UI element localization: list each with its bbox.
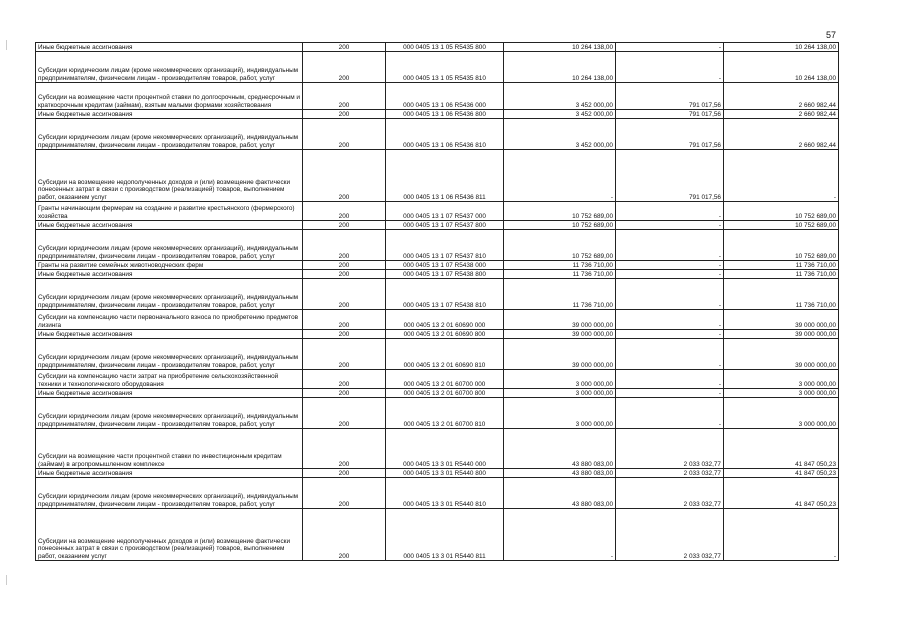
table-row	[36, 261, 839, 270]
row-unexecuted-amount: 39 000 000,00	[724, 330, 839, 339]
row-name: Субсидии на возмещение недополученных доходов и (или) возмещение фактически понесенных затрат в связи с производством (реализацией) товаров, выполнением работ, оказанием услуг	[36, 150, 303, 202]
row-unexecuted-amount: 41 847 050,23	[724, 429, 839, 469]
row-executed-amount: -	[616, 398, 724, 429]
row-executed-amount: 2 033 032,77	[616, 509, 724, 561]
row-budget-code: 000 0405 13 1 07 R5438 800	[386, 270, 504, 279]
table-row	[36, 230, 839, 261]
row-executed-amount: 791 017,56	[616, 83, 724, 110]
row-unexecuted-amount: 39 000 000,00	[724, 310, 839, 330]
row-name: Субсидии юридическим лицам (кроме некоммерческих организаций), индивидуальным предпринимателям, физическим лицам - производителям товаров, работ, услуг	[36, 398, 303, 429]
row-unexecuted-amount: 39 000 000,00	[724, 339, 839, 370]
row-executed-amount: -	[616, 43, 724, 52]
row-approved-amount: 10 264 138,00	[504, 43, 616, 52]
row-executed-amount: -	[616, 330, 724, 339]
table-row	[36, 52, 839, 83]
row-name: Иные бюджетные ассигнования	[36, 389, 303, 398]
row-approved-amount: -	[504, 150, 616, 202]
row-unexecuted-amount: 3 000 000,00	[724, 370, 839, 389]
row-line-code: 200	[303, 270, 386, 279]
row-name: Субсидии юридическим лицам (кроме некоммерческих организаций), индивидуальным предпринимателям, физическим лицам - производителям товаров, работ, услуг	[36, 52, 303, 83]
row-name: Гранты на развитие семейных животноводческих ферм	[36, 261, 303, 270]
row-line-code: 200	[303, 370, 386, 389]
budget-table-body	[36, 43, 839, 561]
row-budget-code: 000 0405 13 3 01 R5440 800	[386, 469, 504, 478]
table-row	[36, 509, 839, 561]
table-row	[36, 478, 839, 509]
row-approved-amount: 3 452 000,00	[504, 83, 616, 110]
table-row	[36, 469, 839, 478]
row-executed-amount: -	[616, 339, 724, 370]
table-row	[36, 339, 839, 370]
row-name: Иные бюджетные ассигнования	[36, 221, 303, 230]
row-executed-amount: -	[616, 389, 724, 398]
row-budget-code: 000 0405 13 1 06 R5436 811	[386, 150, 504, 202]
table-row	[36, 83, 839, 110]
row-name: Иные бюджетные ассигнования	[36, 330, 303, 339]
row-line-code: 200	[303, 398, 386, 429]
row-line-code: 200	[303, 202, 386, 221]
row-approved-amount: 10 752 689,00	[504, 202, 616, 221]
row-unexecuted-amount: 10 752 689,00	[724, 230, 839, 261]
row-budget-code: 000 0405 13 1 06 R5436 800	[386, 110, 504, 119]
row-line-code: 200	[303, 330, 386, 339]
row-executed-amount: 2 033 032,77	[616, 478, 724, 509]
table-row	[36, 330, 839, 339]
row-unexecuted-amount: 2 660 982,44	[724, 119, 839, 150]
row-budget-code: 000 0405 13 1 05 R5435 800	[386, 43, 504, 52]
row-budget-code: 000 0405 13 1 07 R5437 800	[386, 221, 504, 230]
row-approved-amount: 3 000 000,00	[504, 398, 616, 429]
row-name: Субсидии юридическим лицам (кроме некоммерческих организаций), индивидуальным предпринимателям, физическим лицам - производителям товаров, работ, услуг	[36, 478, 303, 509]
row-approved-amount: 39 000 000,00	[504, 339, 616, 370]
row-approved-amount: 11 736 710,00	[504, 279, 616, 310]
row-line-code: 200	[303, 230, 386, 261]
row-unexecuted-amount: 10 752 689,00	[724, 202, 839, 221]
row-approved-amount: 3 452 000,00	[504, 110, 616, 119]
row-approved-amount: 39 000 000,00	[504, 310, 616, 330]
row-name: Субсидии юридическим лицам (кроме некоммерческих организаций), индивидуальным предпринимателям, физическим лицам - производителям товаров, работ, услуг	[36, 279, 303, 310]
row-budget-code: 000 0405 13 1 05 R5435 810	[386, 52, 504, 83]
row-unexecuted-amount: -	[724, 509, 839, 561]
row-executed-amount: 791 017,56	[616, 150, 724, 202]
row-executed-amount: 791 017,56	[616, 119, 724, 150]
row-executed-amount: -	[616, 310, 724, 330]
table-row	[36, 270, 839, 279]
row-line-code: 200	[303, 478, 386, 509]
table-row	[36, 310, 839, 330]
row-unexecuted-amount: 41 847 050,23	[724, 478, 839, 509]
table-row	[36, 221, 839, 230]
row-name: Субсидии на возмещение части процентной ставки по долгосрочным, среднесрочным и краткосрочным кредитам (займам), взятым малыми формами хозяйствования	[36, 83, 303, 110]
row-name: Субсидии на компенсацию части первоначального взноса по приобретению предметов лизинга	[36, 310, 303, 330]
row-executed-amount: 2 033 032,77	[616, 429, 724, 469]
row-approved-amount: -	[504, 509, 616, 561]
row-executed-amount: -	[616, 279, 724, 310]
table-row	[36, 389, 839, 398]
row-unexecuted-amount: 10 752 689,00	[724, 221, 839, 230]
row-line-code: 200	[303, 429, 386, 469]
row-line-code: 200	[303, 83, 386, 110]
row-name: Субсидии на компенсацию части затрат на приобретение сельскохозяйственной техники и технологического оборудования	[36, 370, 303, 389]
row-unexecuted-amount: -	[724, 150, 839, 202]
row-executed-amount: -	[616, 52, 724, 83]
row-budget-code: 000 0405 13 1 06 R5436 000	[386, 83, 504, 110]
row-budget-code: 000 0405 13 3 01 R5440 000	[386, 429, 504, 469]
table-row	[36, 150, 839, 202]
row-unexecuted-amount: 2 660 982,44	[724, 83, 839, 110]
row-name: Субсидии юридическим лицам (кроме некоммерческих организаций), индивидуальным предпринимателям, физическим лицам - производителям товаров, работ, услуг	[36, 119, 303, 150]
table-row	[36, 202, 839, 221]
row-unexecuted-amount: 11 736 710,00	[724, 261, 839, 270]
row-budget-code: 000 0405 13 2 01 60700 810	[386, 398, 504, 429]
row-executed-amount: 2 033 032,77	[616, 469, 724, 478]
row-executed-amount: 791 017,56	[616, 110, 724, 119]
page-number: 57	[826, 30, 837, 40]
row-executed-amount: -	[616, 221, 724, 230]
row-line-code: 200	[303, 43, 386, 52]
row-name: Субсидии на возмещение части процентной ставки по инвестиционным кредитам (займам) в агропромышленном комплексе	[36, 429, 303, 469]
row-unexecuted-amount: 3 000 000,00	[724, 398, 839, 429]
budget-table	[35, 42, 839, 561]
row-budget-code: 000 0405 13 1 07 R5438 810	[386, 279, 504, 310]
row-name: Иные бюджетные ассигнования	[36, 43, 303, 52]
row-executed-amount: -	[616, 230, 724, 261]
row-budget-code: 000 0405 13 2 01 60700 800	[386, 389, 504, 398]
row-approved-amount: 3 452 000,00	[504, 119, 616, 150]
row-name: Иные бюджетные ассигнования	[36, 270, 303, 279]
table-row	[36, 279, 839, 310]
row-line-code: 200	[303, 339, 386, 370]
row-executed-amount: -	[616, 370, 724, 389]
row-line-code: 200	[303, 469, 386, 478]
row-line-code: 200	[303, 150, 386, 202]
row-name: Гранты начинающим фермерам на создание и развитие крестьянского (фермерского) хозяйства	[36, 202, 303, 221]
row-approved-amount: 11 736 710,00	[504, 270, 616, 279]
row-approved-amount: 10 752 689,00	[504, 221, 616, 230]
row-budget-code: 000 0405 13 3 01 R5440 811	[386, 509, 504, 561]
row-line-code: 200	[303, 52, 386, 83]
row-executed-amount: -	[616, 261, 724, 270]
row-budget-code: 000 0405 13 2 01 60690 810	[386, 339, 504, 370]
row-approved-amount: 43 880 083,00	[504, 469, 616, 478]
row-unexecuted-amount: 2 660 982,44	[724, 110, 839, 119]
row-line-code: 200	[303, 509, 386, 561]
row-unexecuted-amount: 11 736 710,00	[724, 270, 839, 279]
row-unexecuted-amount: 10 264 138,00	[724, 43, 839, 52]
row-name: Иные бюджетные ассигнования	[36, 469, 303, 478]
table-row	[36, 119, 839, 150]
row-line-code: 200	[303, 110, 386, 119]
row-approved-amount: 10 752 689,00	[504, 230, 616, 261]
scan-mark	[6, 575, 7, 585]
row-budget-code: 000 0405 13 2 01 60690 000	[386, 310, 504, 330]
row-name: Субсидии юридическим лицам (кроме некоммерческих организаций), индивидуальным предпринимателям, физическим лицам - производителям товаров, работ, услуг	[36, 230, 303, 261]
row-budget-code: 000 0405 13 1 07 R5437 000	[386, 202, 504, 221]
scan-mark	[6, 40, 7, 50]
row-budget-code: 000 0405 13 3 01 R5440 810	[386, 478, 504, 509]
row-executed-amount: -	[616, 202, 724, 221]
row-approved-amount: 43 880 083,00	[504, 478, 616, 509]
row-name: Субсидии юридическим лицам (кроме некоммерческих организаций), индивидуальным предпринимателям, физическим лицам - производителям товаров, работ, услуг	[36, 339, 303, 370]
table-row	[36, 398, 839, 429]
table-row	[36, 429, 839, 469]
row-budget-code: 000 0405 13 1 06 R5436 810	[386, 119, 504, 150]
row-executed-amount: -	[616, 270, 724, 279]
row-unexecuted-amount: 11 736 710,00	[724, 279, 839, 310]
row-line-code: 200	[303, 279, 386, 310]
row-name: Субсидии на возмещение недополученных доходов и (или) возмещение фактически понесенных затрат в связи с производством (реализацией) товаров, выполнением работ, оказанием услуг	[36, 509, 303, 561]
row-line-code: 200	[303, 310, 386, 330]
row-budget-code: 000 0405 13 2 01 60700 000	[386, 370, 504, 389]
row-unexecuted-amount: 3 000 000,00	[724, 389, 839, 398]
row-line-code: 200	[303, 119, 386, 150]
row-approved-amount: 39 000 000,00	[504, 330, 616, 339]
table-row	[36, 43, 839, 52]
row-approved-amount: 10 264 138,00	[504, 52, 616, 83]
row-approved-amount: 11 736 710,00	[504, 261, 616, 270]
row-name: Иные бюджетные ассигнования	[36, 110, 303, 119]
row-budget-code: 000 0405 13 2 01 60690 800	[386, 330, 504, 339]
row-approved-amount: 3 000 000,00	[504, 370, 616, 389]
row-line-code: 200	[303, 389, 386, 398]
row-budget-code: 000 0405 13 1 07 R5437 810	[386, 230, 504, 261]
row-unexecuted-amount: 41 847 050,23	[724, 469, 839, 478]
row-unexecuted-amount: 10 264 138,00	[724, 52, 839, 83]
table-row	[36, 110, 839, 119]
row-line-code: 200	[303, 261, 386, 270]
table-row	[36, 370, 839, 389]
row-approved-amount: 43 880 083,00	[504, 429, 616, 469]
row-approved-amount: 3 000 000,00	[504, 389, 616, 398]
row-budget-code: 000 0405 13 1 07 R5438 000	[386, 261, 504, 270]
row-line-code: 200	[303, 221, 386, 230]
